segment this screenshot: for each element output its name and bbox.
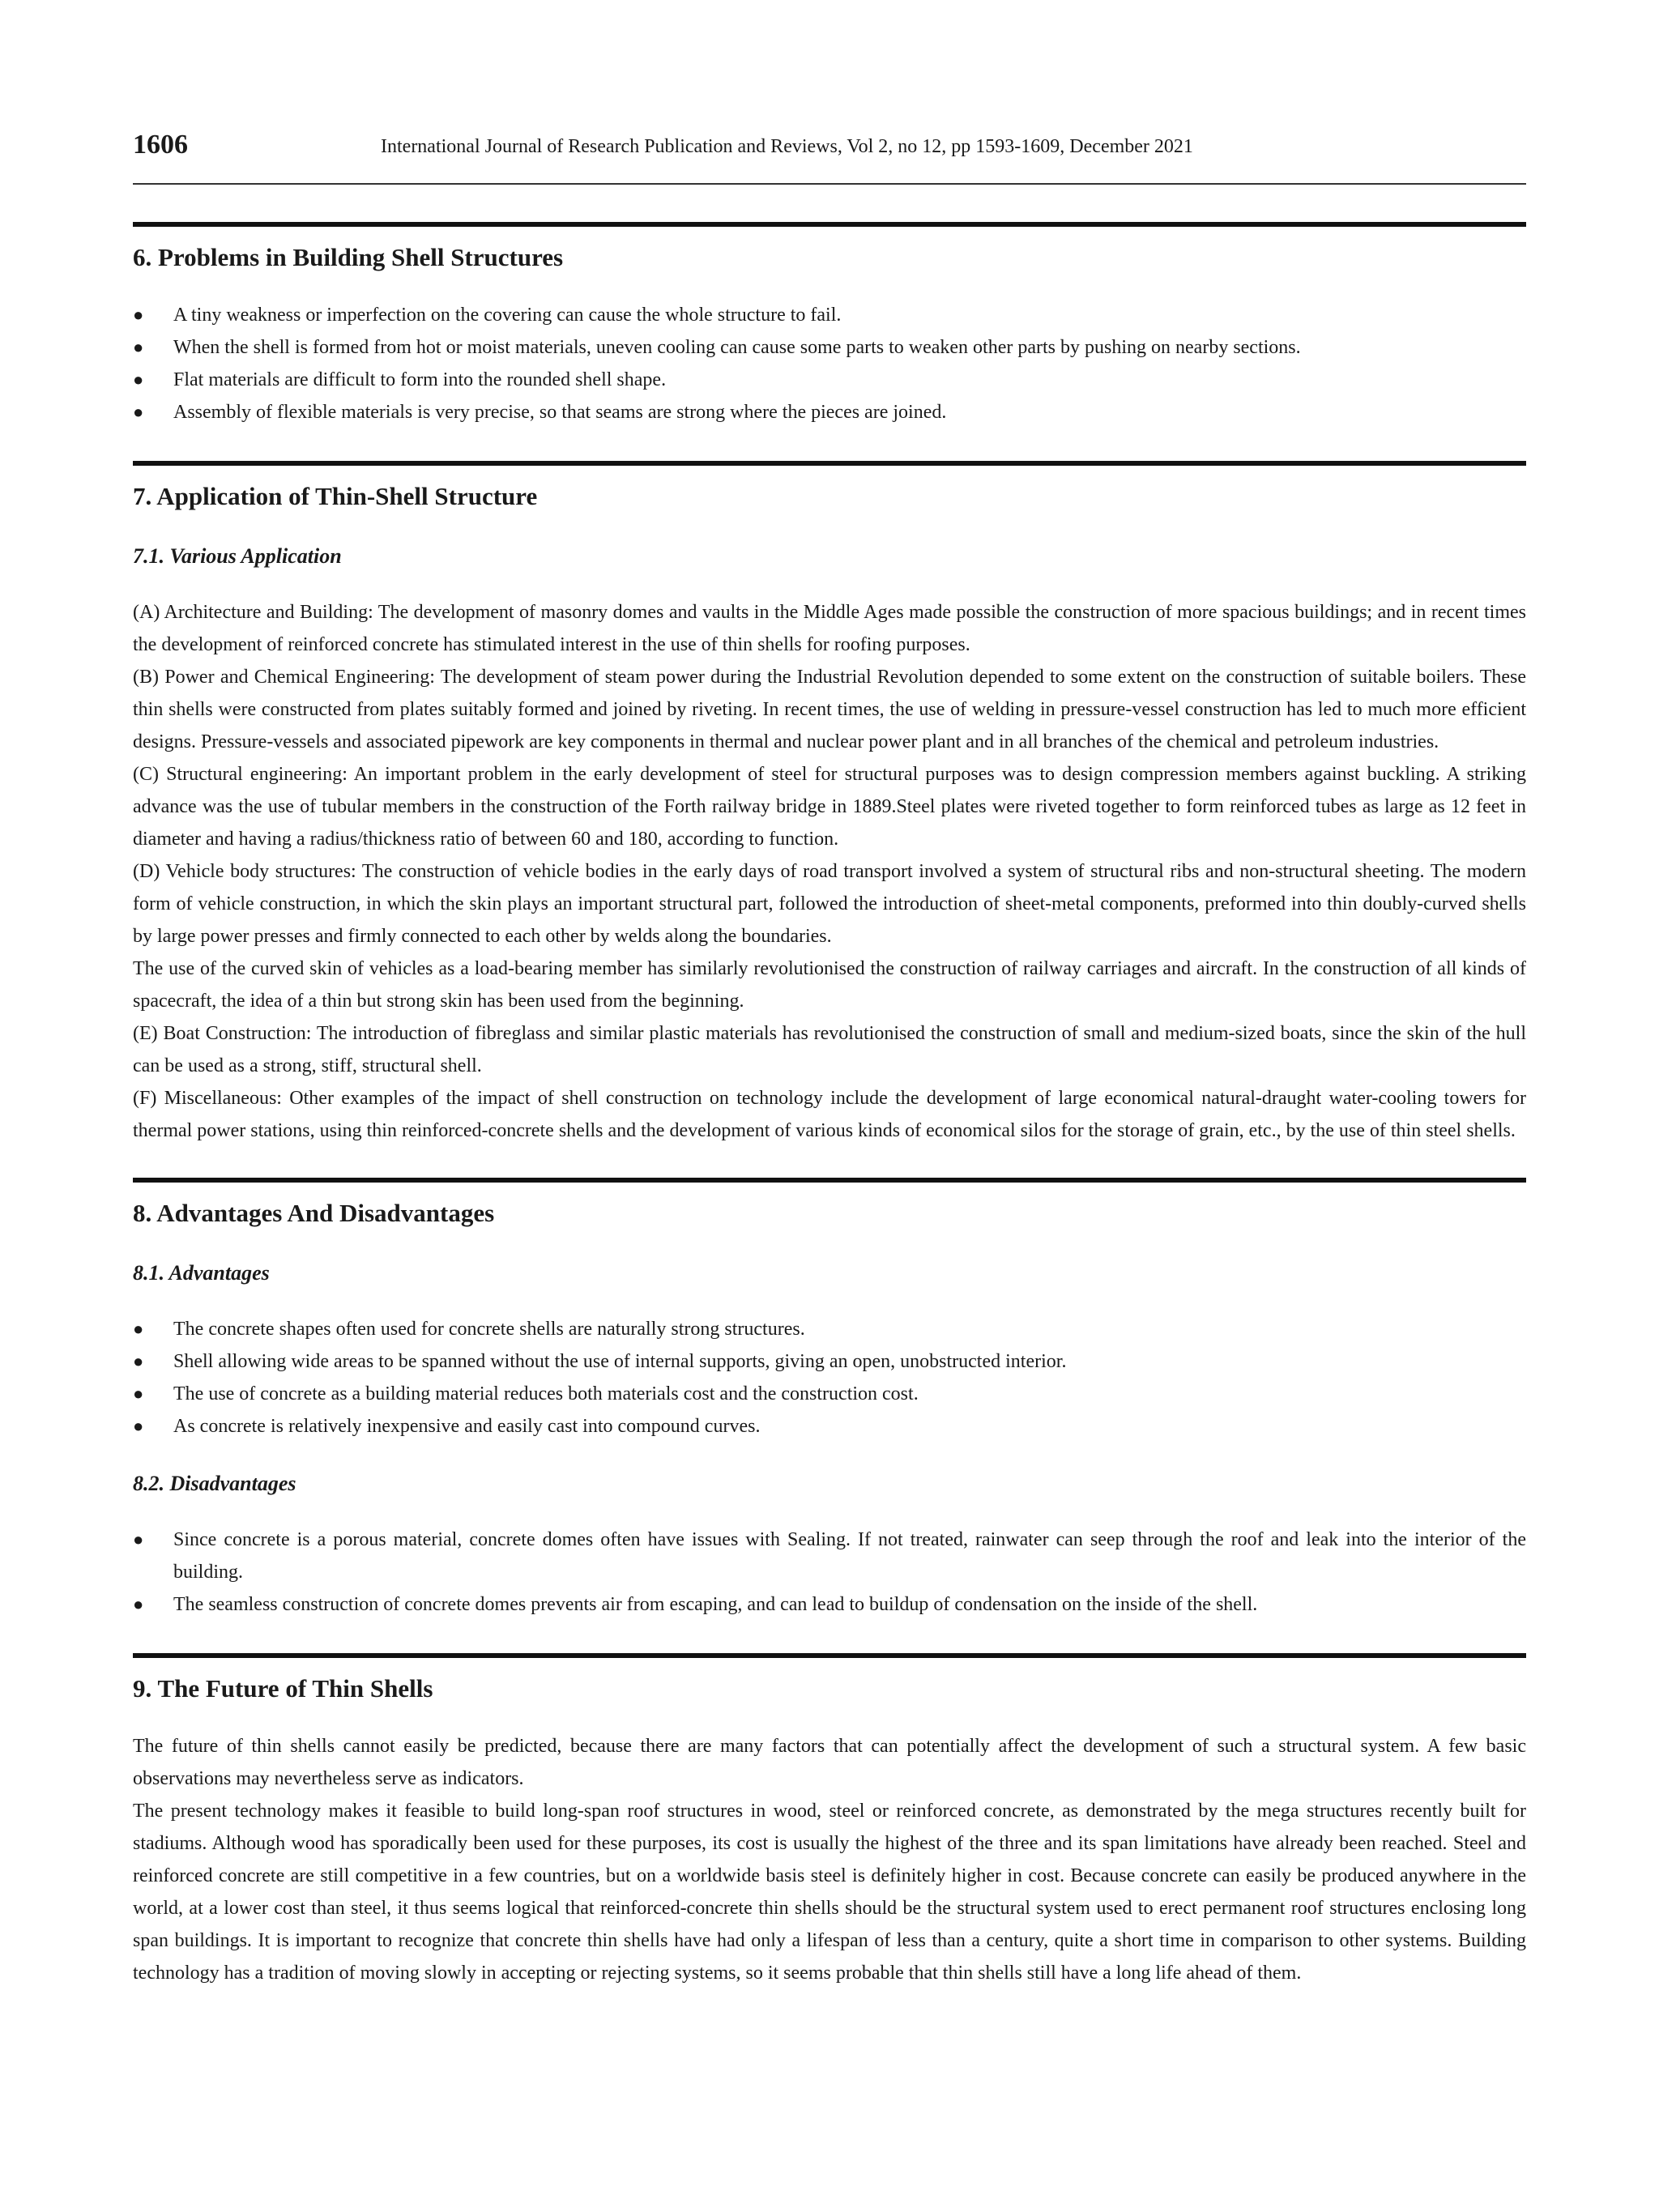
- list-item-text: Assembly of flexible materials is very precise, so that seams are strong where the pieces are joined.: [173, 402, 947, 423]
- bullet-icon: ●: [133, 1529, 144, 1549]
- section-6-list: [133, 299, 1526, 428]
- bullet-icon: ●: [133, 1594, 144, 1614]
- list-item: [133, 396, 1526, 428]
- paragraph-architecture: (A) Architecture and Building: The development of masonry domes and vaults in the Middle Ages made possible the construction of more spacious buildings; and in recent times the development of reinforced concrete has stimulated interest in the use of thin shells for roofing purposes.: [133, 602, 1526, 655]
- page: [133, 121, 1526, 1989]
- list-item: [133, 1345, 1526, 1378]
- list-item-text: Shell allowing wide areas to be spanned without the use of internal supports, giving an open, unobstructed interior.: [173, 1351, 1067, 1372]
- list-item-text: Flat materials are difficult to form into the rounded shell shape.: [173, 369, 667, 390]
- section-9-body: [133, 1730, 1526, 1989]
- paragraph-power-chemical: (B) Power and Chemical Engineering: The development of steam power during the Industrial Revolution depended to some extent on the construction of suitable boilers. These thin shells were constructed from plates suitably formed and joined by riveting. In recent times, the use of welding in pressure-vessel construction has led to much more efficient designs. Pressure-vessels and associated pipework are key components in thermal and nuclear power plant and in all branches of the chemical and petroleum industries.: [133, 667, 1526, 752]
- bullet-icon: ●: [133, 1383, 144, 1404]
- list-item-text: The use of concrete as a building material reduces both materials cost and the construction cost.: [173, 1383, 919, 1404]
- list-item-text: When the shell is formed from hot or moist materials, uneven cooling can cause some parts to weaken other parts by pushing on nearby sections.: [173, 337, 1301, 358]
- list-item: [133, 1378, 1526, 1410]
- bullet-icon: ●: [133, 369, 144, 390]
- list-item-text: The concrete shapes often used for concrete shells are naturally strong structures.: [173, 1319, 805, 1340]
- subsection-8-1-heading: 8.1. Advantages: [133, 1261, 270, 1285]
- list-item: [133, 1410, 1526, 1443]
- advantages-list: [133, 1313, 1526, 1443]
- section-rule: [133, 461, 1526, 466]
- paragraph-miscellaneous: (F) Miscellaneous: Other examples of the impact of shell construction on technology include the development of large economical natural-draught water-cooling towers for thermal power stations, using thin reinforced-concrete shells and the development of various kinds of economical silos for the storage of grain, etc., by the use of thin steel shells.: [133, 1088, 1526, 1141]
- subsection-8-2-heading: 8.2. Disadvantages: [133, 1472, 296, 1495]
- bullet-icon: ●: [133, 305, 144, 325]
- bullet-icon: ●: [133, 1319, 144, 1339]
- paragraph-structural: (C) Structural engineering: An important problem in the early development of steel for structural purposes was to design compression members against buckling. A striking advance was the use of tubular members in the construction of the Forth railway bridge in 1889.Steel plates were riveted together to form reinforced tubes as large as 12 feet in diameter and having a radius/thickness ratio of between 60 and 180, according to function.: [133, 764, 1526, 850]
- section-8-heading: 8. Advantages And Disadvantages: [133, 1199, 495, 1227]
- section-7-heading: 7. Application of Thin-Shell Structure: [133, 482, 538, 510]
- list-item: [133, 1588, 1526, 1621]
- section-6-heading: 6. Problems in Building Shell Structures: [133, 243, 564, 271]
- list-item: [133, 1524, 1526, 1588]
- subsection-7-1-heading: 7.1. Various Application: [133, 544, 342, 568]
- journal-citation: International Journal of Research Publication and Reviews, Vol 2, no 12, pp 1593-1609, December 2021: [381, 136, 1193, 157]
- section-rule: [133, 1653, 1526, 1658]
- paragraph-vehicle-skin: The use of the curved skin of vehicles as a load-bearing member has similarly revolutionised the construction of railway carriages and aircraft. In the construction of all kinds of spacecraft, the idea of a thin but strong skin has been used from the beginning.: [133, 958, 1526, 1012]
- list-item: [133, 364, 1526, 396]
- paragraph-future-intro: The future of thin shells cannot easily be predicted, because there are many factors that can potentially affect the development of such a structural system. A few basic observations may nevertheless serve as indicators.: [133, 1736, 1526, 1789]
- list-item: [133, 331, 1526, 364]
- bullet-icon: ●: [133, 1416, 144, 1436]
- bullet-icon: ●: [133, 1351, 144, 1371]
- section-rule: [133, 1178, 1526, 1183]
- paragraph-vehicle: (D) Vehicle body structures: The construction of vehicle bodies in the early days of road transport involved a system of structural ribs and non-structural sheeting. The modern form of vehicle construction, in which the skin plays an important structural part, followed the introduction of sheet-metal components, preformed into thin doubly-curved shells by large power presses and firmly connected to each other by welds along the boundaries.: [133, 861, 1526, 947]
- running-header: [133, 121, 1526, 185]
- list-item-text: As concrete is relatively inexpensive and easily cast into compound curves.: [173, 1416, 761, 1437]
- paragraph-boat: (E) Boat Construction: The introduction of fibreglass and similar plastic materials has revolutionised the construction of small and medium-sized boats, since the skin of the hull can be used as a strong, stiff, structural shell.: [133, 1023, 1526, 1076]
- section-9-heading: 9. The Future of Thin Shells: [133, 1674, 433, 1703]
- paragraph-future-technology: The present technology makes it feasible to build long-span roof structures in wood, steel or reinforced concrete, as demonstrated by the mega structures recently built for stadiums. Although wood has sporadically been used for these purposes, its cost is usually the highest of the three and its span limitations have already been reached. Steel and reinforced concrete are still competitive in a few countries, but on a worldwide basis steel is definitely higher in cost. Because concrete can easily be produced anywhere in the world, at a lower cost than steel, it thus seems logical that reinforced-concrete thin shells should be the structural system used to erect permanent roof structures enclosing long span buildings. It is important to recognize that concrete thin shells have had only a lifespan of less than a century, quite a short time in comparison to other systems. Building technology has a tradition of moving slowly in accepting or rejecting systems, so it seems probable that thin shells still have a long life ahead of them.: [133, 1801, 1526, 1984]
- list-item: [133, 1313, 1526, 1345]
- list-item: [133, 299, 1526, 331]
- section-7-body: [133, 596, 1526, 1147]
- bullet-icon: ●: [133, 402, 144, 422]
- list-item-text: The seamless construction of concrete domes prevents air from escaping, and can lead to buildup of condensation on the inside of the shell.: [173, 1594, 1258, 1615]
- list-item-text: A tiny weakness or imperfection on the covering can cause the whole structure to fail.: [173, 305, 842, 326]
- list-item-text: Since concrete is a porous material, concrete domes often have issues with Sealing. If not treated, rainwater can seep through the roof and leak into the interior of the building.: [173, 1529, 1526, 1583]
- disadvantages-list: [133, 1524, 1526, 1621]
- bullet-icon: ●: [133, 337, 144, 357]
- section-rule: [133, 222, 1526, 227]
- page-number: 1606: [133, 130, 188, 160]
